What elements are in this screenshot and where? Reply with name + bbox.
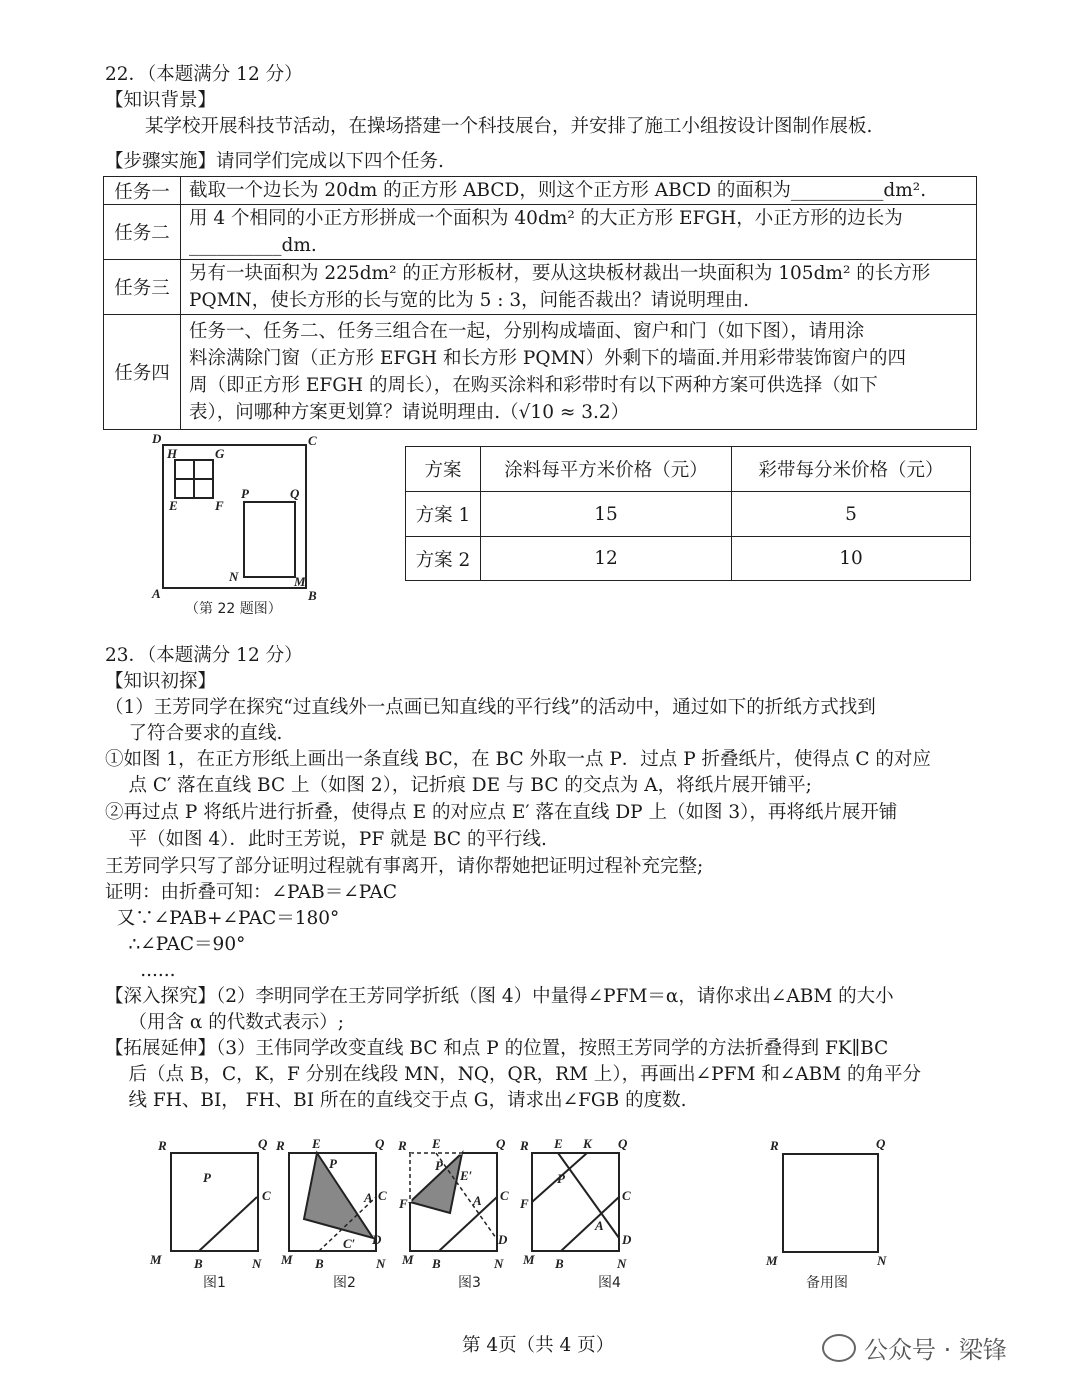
task-line: 表），问哪种方案更划算？请说明理由.（√10 ≈ 3.2）: [189, 402, 630, 423]
task-row: [104, 177, 977, 205]
task-line: __________dm.: [189, 235, 317, 256]
label: Q: [618, 1136, 628, 1151]
plan-cell: 方案 2: [406, 537, 481, 581]
price-row: [406, 537, 971, 581]
label: C: [622, 1188, 631, 1203]
label: E: [554, 1136, 563, 1151]
paint-price-cell: 12: [481, 537, 732, 581]
label: R: [158, 1138, 167, 1153]
task-content: [181, 260, 977, 315]
label: Q: [496, 1136, 506, 1151]
q22-steps-heading: 【步骤实施】请同学们完成以下四个任务.: [105, 151, 444, 172]
q22-figure: [140, 430, 330, 625]
q23-line: ......: [105, 960, 176, 981]
task-row: [104, 205, 977, 260]
label: B: [315, 1256, 324, 1271]
price-header-row: [406, 447, 971, 492]
task-name: 任务三: [104, 260, 181, 315]
q23-line: 证明：由折叠可知：∠PAB＝∠PAC: [105, 882, 397, 903]
q23-line: （1）王芳同学在探究“过直线外一点画已知直线的平行线”的活动中，通过如下的折纸方式找到: [105, 697, 876, 718]
q23-line: 平（如图 4）．此时王芳说，PF 就是 BC 的平行线.: [105, 829, 547, 850]
label: R: [520, 1138, 529, 1153]
label: C′: [343, 1236, 356, 1251]
label: M: [281, 1252, 293, 1267]
header-cell: 彩带每分米价格（元）: [732, 447, 971, 492]
label: E′: [460, 1168, 473, 1183]
task-content: [181, 315, 977, 430]
label: D: [372, 1232, 382, 1247]
watermark: [822, 1330, 1007, 1365]
q23-line: 了符合要求的直线.: [105, 723, 283, 744]
label: R: [276, 1138, 285, 1153]
price-table: [405, 446, 971, 581]
label: C: [262, 1188, 271, 1203]
task-line: 另有一块面积为 225dm² 的正方形板材，要从这块板材裁出一块面积为 105dm² 的长方形: [189, 263, 931, 284]
ribbon-price-cell: 10: [732, 537, 971, 581]
spare-figure: [765, 1136, 887, 1291]
task-row: [104, 315, 977, 430]
label-A: A: [152, 586, 161, 601]
task-line: PQMN，使长方形的长与宽的比为 5 : 3，问能否裁出？请说明理由.: [189, 290, 750, 311]
wechat-icon: [822, 1334, 856, 1362]
task-line: 截取一个边长为 20dm 的正方形 ABCD，则这个正方形 ABCD 的面积为__________dm².: [189, 180, 927, 201]
label-H: H: [167, 446, 178, 461]
figure-4: [519, 1136, 632, 1291]
label: E: [432, 1136, 441, 1151]
label-C: C: [308, 433, 317, 448]
task-row: [104, 260, 977, 315]
figure-caption: 图4: [598, 1275, 621, 1291]
label: F: [399, 1196, 408, 1211]
label: B: [432, 1256, 441, 1271]
q23-line: 点 C′ 落在直线 BC 上（如图 2），记折痕 DE 与 BC 的交点为 A，将纸片展开铺平;: [105, 775, 812, 796]
label: A: [364, 1190, 373, 1205]
ribbon-price-cell: 5: [732, 492, 971, 537]
label: R: [770, 1138, 779, 1153]
label: P: [435, 1158, 443, 1173]
label: N: [252, 1256, 262, 1271]
price-row: [406, 492, 971, 537]
q23-line: 【知识初探】: [105, 671, 217, 692]
task-name: 任务一: [104, 177, 181, 205]
label-B: B: [308, 588, 317, 603]
q23-line: 王芳同学只写了部分证明过程就有事离开，请你帮她把证明过程补充完整;: [105, 856, 704, 877]
label: D: [622, 1232, 632, 1247]
q23-line: 线 FH、BI， FH、BI 所在的直线交于点 G，请求出∠FGB 的度数.: [105, 1090, 687, 1111]
label-G: G: [215, 446, 225, 461]
figure-caption: （第 22 题图）: [185, 601, 282, 617]
task-name: 任务二: [104, 205, 181, 260]
label: N: [494, 1256, 504, 1271]
plan-cell: 方案 1: [406, 492, 481, 537]
label: R: [398, 1138, 407, 1153]
q23-line: ①如图 1，在正方形纸上画出一条直线 BC，在 BC 外取一点 P．过点 P 折叠纸片，使得点 C 的对应: [105, 749, 931, 770]
label: F: [520, 1196, 529, 1211]
q22-title: 22．（本题满分 12 分）: [105, 64, 303, 85]
q22-background-heading: 【知识背景】: [105, 90, 217, 111]
label: B: [194, 1256, 203, 1271]
q23-line: （用含 α 的代数式表示）;: [105, 1012, 345, 1033]
figure-caption: 备用图: [806, 1275, 848, 1291]
figure-caption: 图3: [458, 1275, 481, 1291]
label: M: [523, 1252, 535, 1267]
label: B: [555, 1256, 564, 1271]
label: N: [877, 1253, 887, 1268]
label: Q: [258, 1136, 268, 1151]
label: P: [557, 1171, 565, 1186]
q22-background-text: 某学校开展科技节活动，在操场搭建一个科技展台，并安排了施工小组按设计图制作展板.: [145, 116, 873, 137]
label: P: [329, 1156, 337, 1171]
q23-line: 【拓展延伸】（3）王伟同学改变直线 BC 和点 P 的位置，按照王芳同学的方法折叠得到 FK∥BC: [105, 1038, 889, 1059]
label: M: [402, 1252, 414, 1267]
label: N: [376, 1256, 386, 1271]
label: C: [500, 1188, 509, 1203]
label-Q: Q: [290, 486, 300, 501]
figure-1: [149, 1136, 271, 1291]
q23-line: 【深入探究】（2）李明同学在王芳同学折纸（图 4）中量得∠PFM＝α，请你求出∠ABM 的大小: [105, 986, 894, 1007]
q23-line: ∴∠PAC＝90°: [105, 934, 246, 955]
label: C: [378, 1188, 387, 1203]
label: Q: [375, 1136, 385, 1151]
figure-2: [275, 1136, 387, 1291]
q23-line: 后（点 B，C，K，F 分别在线段 MN，NQ，QR，RM 上），再画出∠PFM 和∠ABM 的角平分: [105, 1064, 922, 1085]
paint-price-cell: 15: [481, 492, 732, 537]
task-content: [181, 177, 977, 205]
task-line: 任务一、任务二、任务三组合在一起，分别构成墙面、窗户和门（如下图），请用涂: [189, 321, 865, 342]
watermark-text: 公众号 · 梁锋: [864, 1336, 1007, 1364]
task-table: [103, 176, 977, 430]
task-line: 周（即正方形 EFGH 的周长），在购买涂料和彩带时有以下两种方案可供选择（如下: [189, 375, 878, 396]
label: A: [595, 1218, 604, 1233]
label-M: M: [294, 574, 306, 589]
label: A: [473, 1193, 482, 1208]
label-E: E: [169, 498, 178, 513]
label-N: N: [229, 569, 239, 584]
task-line: 用 4 个相同的小正方形拼成一个面积为 40dm² 的大正方形 EFGH，小正方形的边长为: [189, 208, 903, 229]
label-D: D: [152, 431, 162, 446]
label: N: [617, 1256, 627, 1271]
label: E: [312, 1136, 321, 1151]
label: P: [203, 1170, 211, 1185]
page-footer: 第 4页（共 4 页）: [462, 1335, 615, 1356]
label-F: F: [215, 498, 224, 513]
label: D: [498, 1232, 508, 1247]
header-cell: 涂料每平方米价格（元）: [481, 447, 732, 492]
label: Q: [876, 1136, 886, 1151]
task-line: 料涂满除门窗（正方形 EFGH 和长方形 PQMN）外剩下的墙面.并用彩带装饰窗户的四: [189, 348, 907, 369]
label: M: [150, 1252, 162, 1267]
task-name: 任务四: [104, 315, 181, 430]
label: K: [583, 1136, 592, 1151]
label-P: P: [241, 486, 249, 501]
figure-caption: 图1: [203, 1275, 226, 1291]
figure-caption: 图2: [333, 1275, 356, 1291]
label: M: [766, 1253, 778, 1268]
task-content: [181, 205, 977, 260]
q23-line: 又∵∠PAB+∠PAC＝180°: [105, 908, 340, 929]
header-cell: 方案: [406, 447, 481, 492]
q23-figures: [140, 1130, 900, 1300]
figure-3: [397, 1136, 509, 1291]
q23-line: 23．（本题满分 12 分）: [105, 645, 303, 666]
q23-line: ②再过点 P 将纸片进行折叠，使得点 E 的对应点 E′ 落在直线 DP 上（如图 3），再将纸片展开铺: [105, 802, 898, 823]
